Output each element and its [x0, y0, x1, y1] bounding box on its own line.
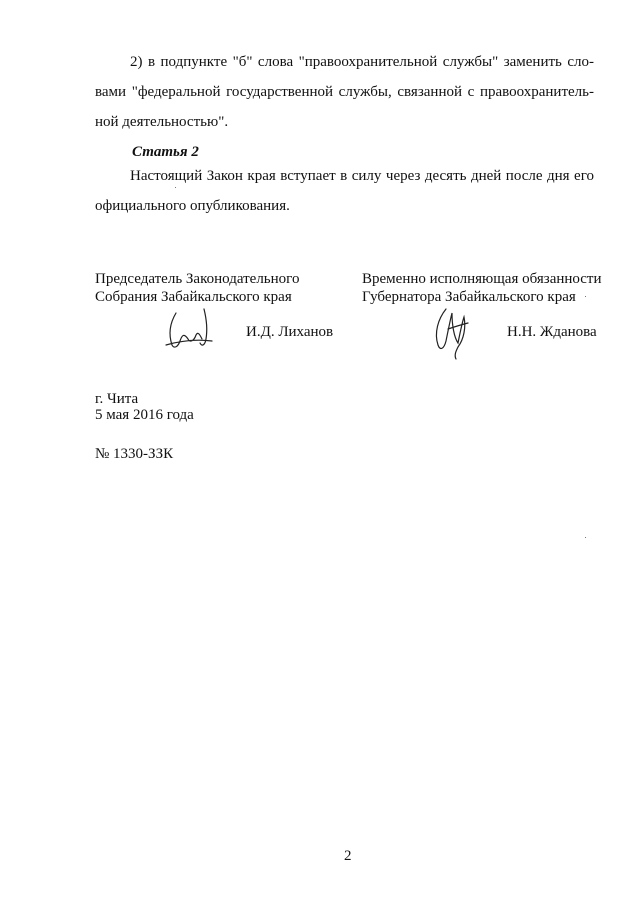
paragraph-2-line-2: вами "федеральной государственной службы, связанной с правоохранитель-	[95, 84, 594, 100]
place: г. Чита	[95, 391, 139, 407]
left-handwritten-signature	[160, 305, 220, 353]
left-signatory-title-line-1: Председатель Законодательного	[95, 271, 300, 287]
right-signatory-title-line-2: Губернатора Забайкальского края	[362, 289, 576, 305]
page-number: 2	[344, 848, 352, 864]
date: 5 мая 2016 года	[95, 407, 194, 423]
article-heading: Статья 2	[132, 144, 199, 160]
right-handwritten-signature	[428, 303, 476, 361]
left-signatory-name: И.Д. Лиханов	[246, 324, 334, 340]
left-signatory-title-line-2: Собрания Забайкальского края	[95, 289, 292, 305]
scan-speck	[585, 296, 586, 297]
right-signatory-title-line-1: Временно исполняющая обязанности	[362, 271, 602, 287]
scan-speck	[175, 187, 176, 188]
right-signatory-name: Н.Н. Жданова	[507, 324, 597, 340]
scan-speck	[585, 537, 586, 538]
paragraph-2-line-3: ной деятельностью".	[95, 114, 229, 130]
article-text-line-1: Настоящий Закон края вступает в силу через десять дней после дня его	[130, 168, 594, 184]
article-text-line-2: официального опубликования.	[95, 198, 290, 214]
law-number: № 1330-ЗЗК	[95, 446, 174, 462]
paragraph-2-line-1: 2) в подпункте "б" слова "правоохранительной службы" заменить сло-	[130, 54, 594, 70]
